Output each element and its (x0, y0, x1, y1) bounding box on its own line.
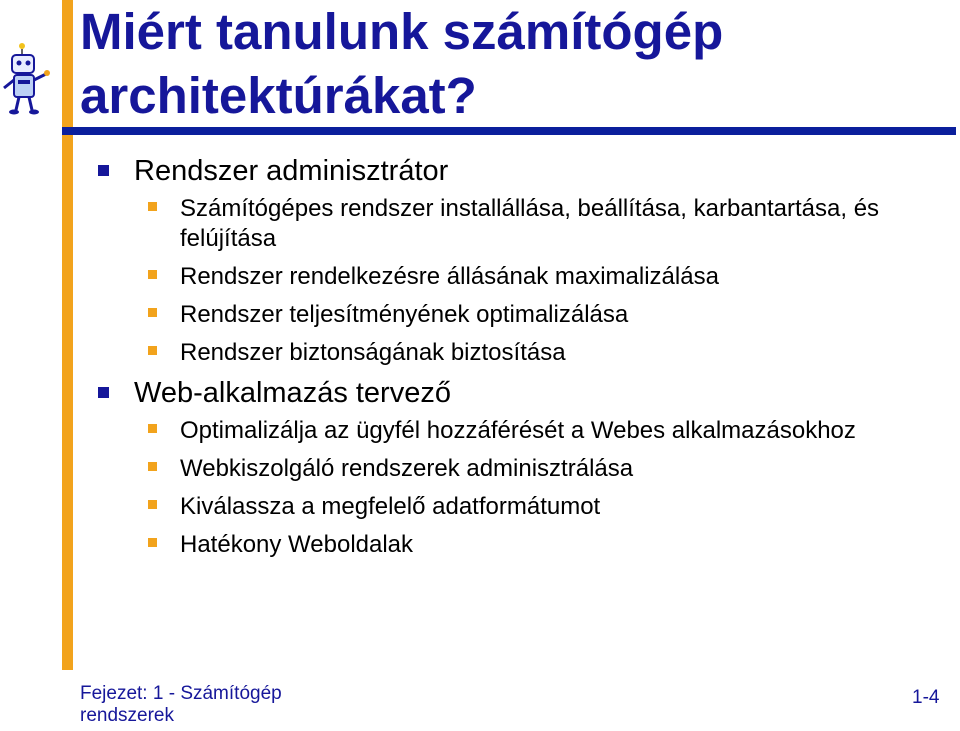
list-item (96, 530, 936, 560)
slide-title: Miért tanulunk számítógép architektúrákat? (80, 3, 724, 124)
list-item-text: Rendszer biztonságának biztosítása (180, 339, 566, 366)
list-item (96, 300, 936, 330)
vertical-accent-bar (62, 0, 73, 670)
list-item-text: Webkiszolgáló rendszerek adminisztrálása (180, 455, 634, 482)
list-item-text: Rendszer teljesítményének optimalizálása (180, 301, 629, 328)
footer-page-number: 1-4 (912, 687, 940, 708)
square-bullet-icon (148, 424, 157, 433)
section-heading-text: Rendszer adminisztrátor (134, 155, 449, 187)
square-bullet-icon (148, 538, 157, 547)
title-underline-bar (62, 127, 956, 135)
list-item (96, 194, 936, 254)
square-bullet-icon (98, 387, 109, 398)
robot-mascot-icon (0, 38, 60, 118)
slide-content (96, 150, 936, 568)
list-item-text: Kiválassza a megfelelő adatformátumot (180, 493, 601, 520)
list-item (96, 338, 936, 368)
footer-chapter: Fejezet: 1 - Számítógép rendszerek (80, 683, 282, 726)
section-heading (96, 376, 936, 410)
square-bullet-icon (148, 202, 157, 211)
list-item-text: Hatékony Weboldalak (180, 531, 414, 558)
square-bullet-icon (148, 462, 157, 471)
list-item-text: Számítógépes rendszer installállása, beállítása, karbantartása, és felújítása (180, 195, 880, 252)
list-item-text: Optimalizálja az ügyfél hozzáférését a Webes alkalmazásokhoz (180, 417, 856, 444)
square-bullet-icon (98, 165, 109, 176)
list-item (96, 454, 936, 484)
section-heading-text: Web-alkalmazás tervező (134, 377, 451, 409)
square-bullet-icon (148, 308, 157, 317)
list-item-text: Rendszer rendelkezésre állásának maximalizálása (180, 263, 719, 290)
square-bullet-icon (148, 500, 157, 509)
list-item (96, 262, 936, 292)
square-bullet-icon (148, 346, 157, 355)
list-item (96, 492, 936, 522)
list-item (96, 416, 936, 446)
square-bullet-icon (148, 270, 157, 279)
section-heading (96, 154, 936, 188)
